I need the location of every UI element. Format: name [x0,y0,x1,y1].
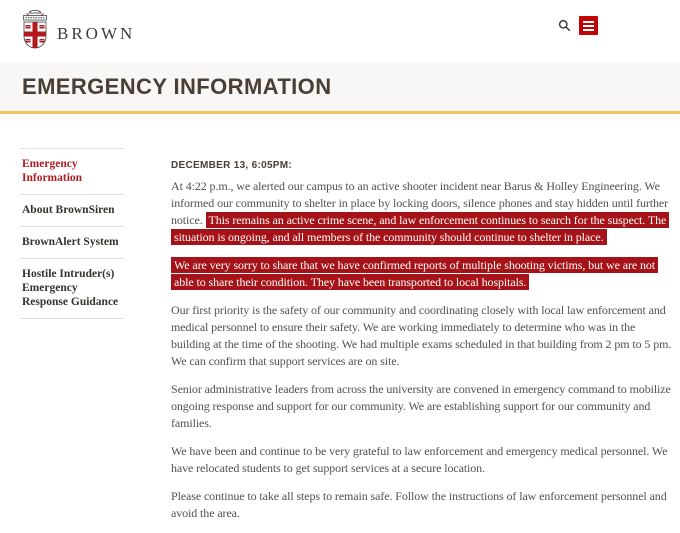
sidebar-item-3[interactable]: Hostile Intruder(s) Emergency Response Guidance [20,258,124,319]
highlighted-text: We are very sorry to share that we have confirmed reports of multiple shooting victims, but we are not able to share their condition. They have been transported to local hospitals. [171,257,658,290]
sidebar-item-0[interactable]: Emergency Information [20,148,124,194]
search-icon[interactable] [558,19,571,32]
brown-crest-logo [20,9,50,51]
body-paragraph [171,302,673,370]
site-header [0,0,680,62]
body-paragraph [171,488,673,522]
plain-text: Please continue to take all steps to remain safe. Follow the instructions of law enforcement personnel and avoid the area. [171,489,667,520]
sidebar-item-2[interactable]: BrownAlert System [20,226,124,258]
plain-text: We have been and continue to be very grateful to law enforcement and emergency medical personnel. We have relocated students to get support services at a secure location. [171,444,668,475]
plain-text: Our first priority is the safety of our community and coordinating closely with local law enforcement and medical personnel to ensure their safety. We are working immediately to determine who was in the building at the time of the shooting. We had multiple exams scheduled in that building from 2 pm to 5 pm. We can confirm that support services are on site. [171,303,672,368]
sidebar-item-1[interactable]: About BrownSiren [20,194,124,226]
highlighted-text: This remains an active crime scene, and law enforcement continues to search for the suspect. The situation is ongoing, and all members of the community should continue to shelter in place. [171,212,669,245]
body-paragraph [171,443,673,477]
main-content [171,160,673,533]
plain-text: Senior administrative leaders from across the university are convened in emergency command to mobilize ongoing response and support for our community. We are establishing support for our community and families. [171,382,671,430]
page-title: EMERGENCY INFORMATION [22,73,332,99]
body-paragraph [171,178,673,246]
sidebar-list [20,148,124,319]
brand-home-link[interactable] [20,9,135,51]
brand-name: BROWN [57,24,136,43]
page-title-band [0,62,680,114]
plain-text: At 4:22 p.m., we alerted our campus to an active shooter incident near Barus & Holley Engineering. We informed our community to shelter in place by locking doors, silence phones and stay hidden until further notice. [171,179,669,227]
announcement-body [171,178,673,522]
menu-button[interactable] [579,16,598,35]
sidebar-nav [20,148,124,533]
hamburger-icon [583,21,594,23]
body-paragraph [171,257,673,291]
timestamp-heading: DECEMBER 13, 6:05PM: [171,160,293,171]
body-paragraph [171,381,673,432]
